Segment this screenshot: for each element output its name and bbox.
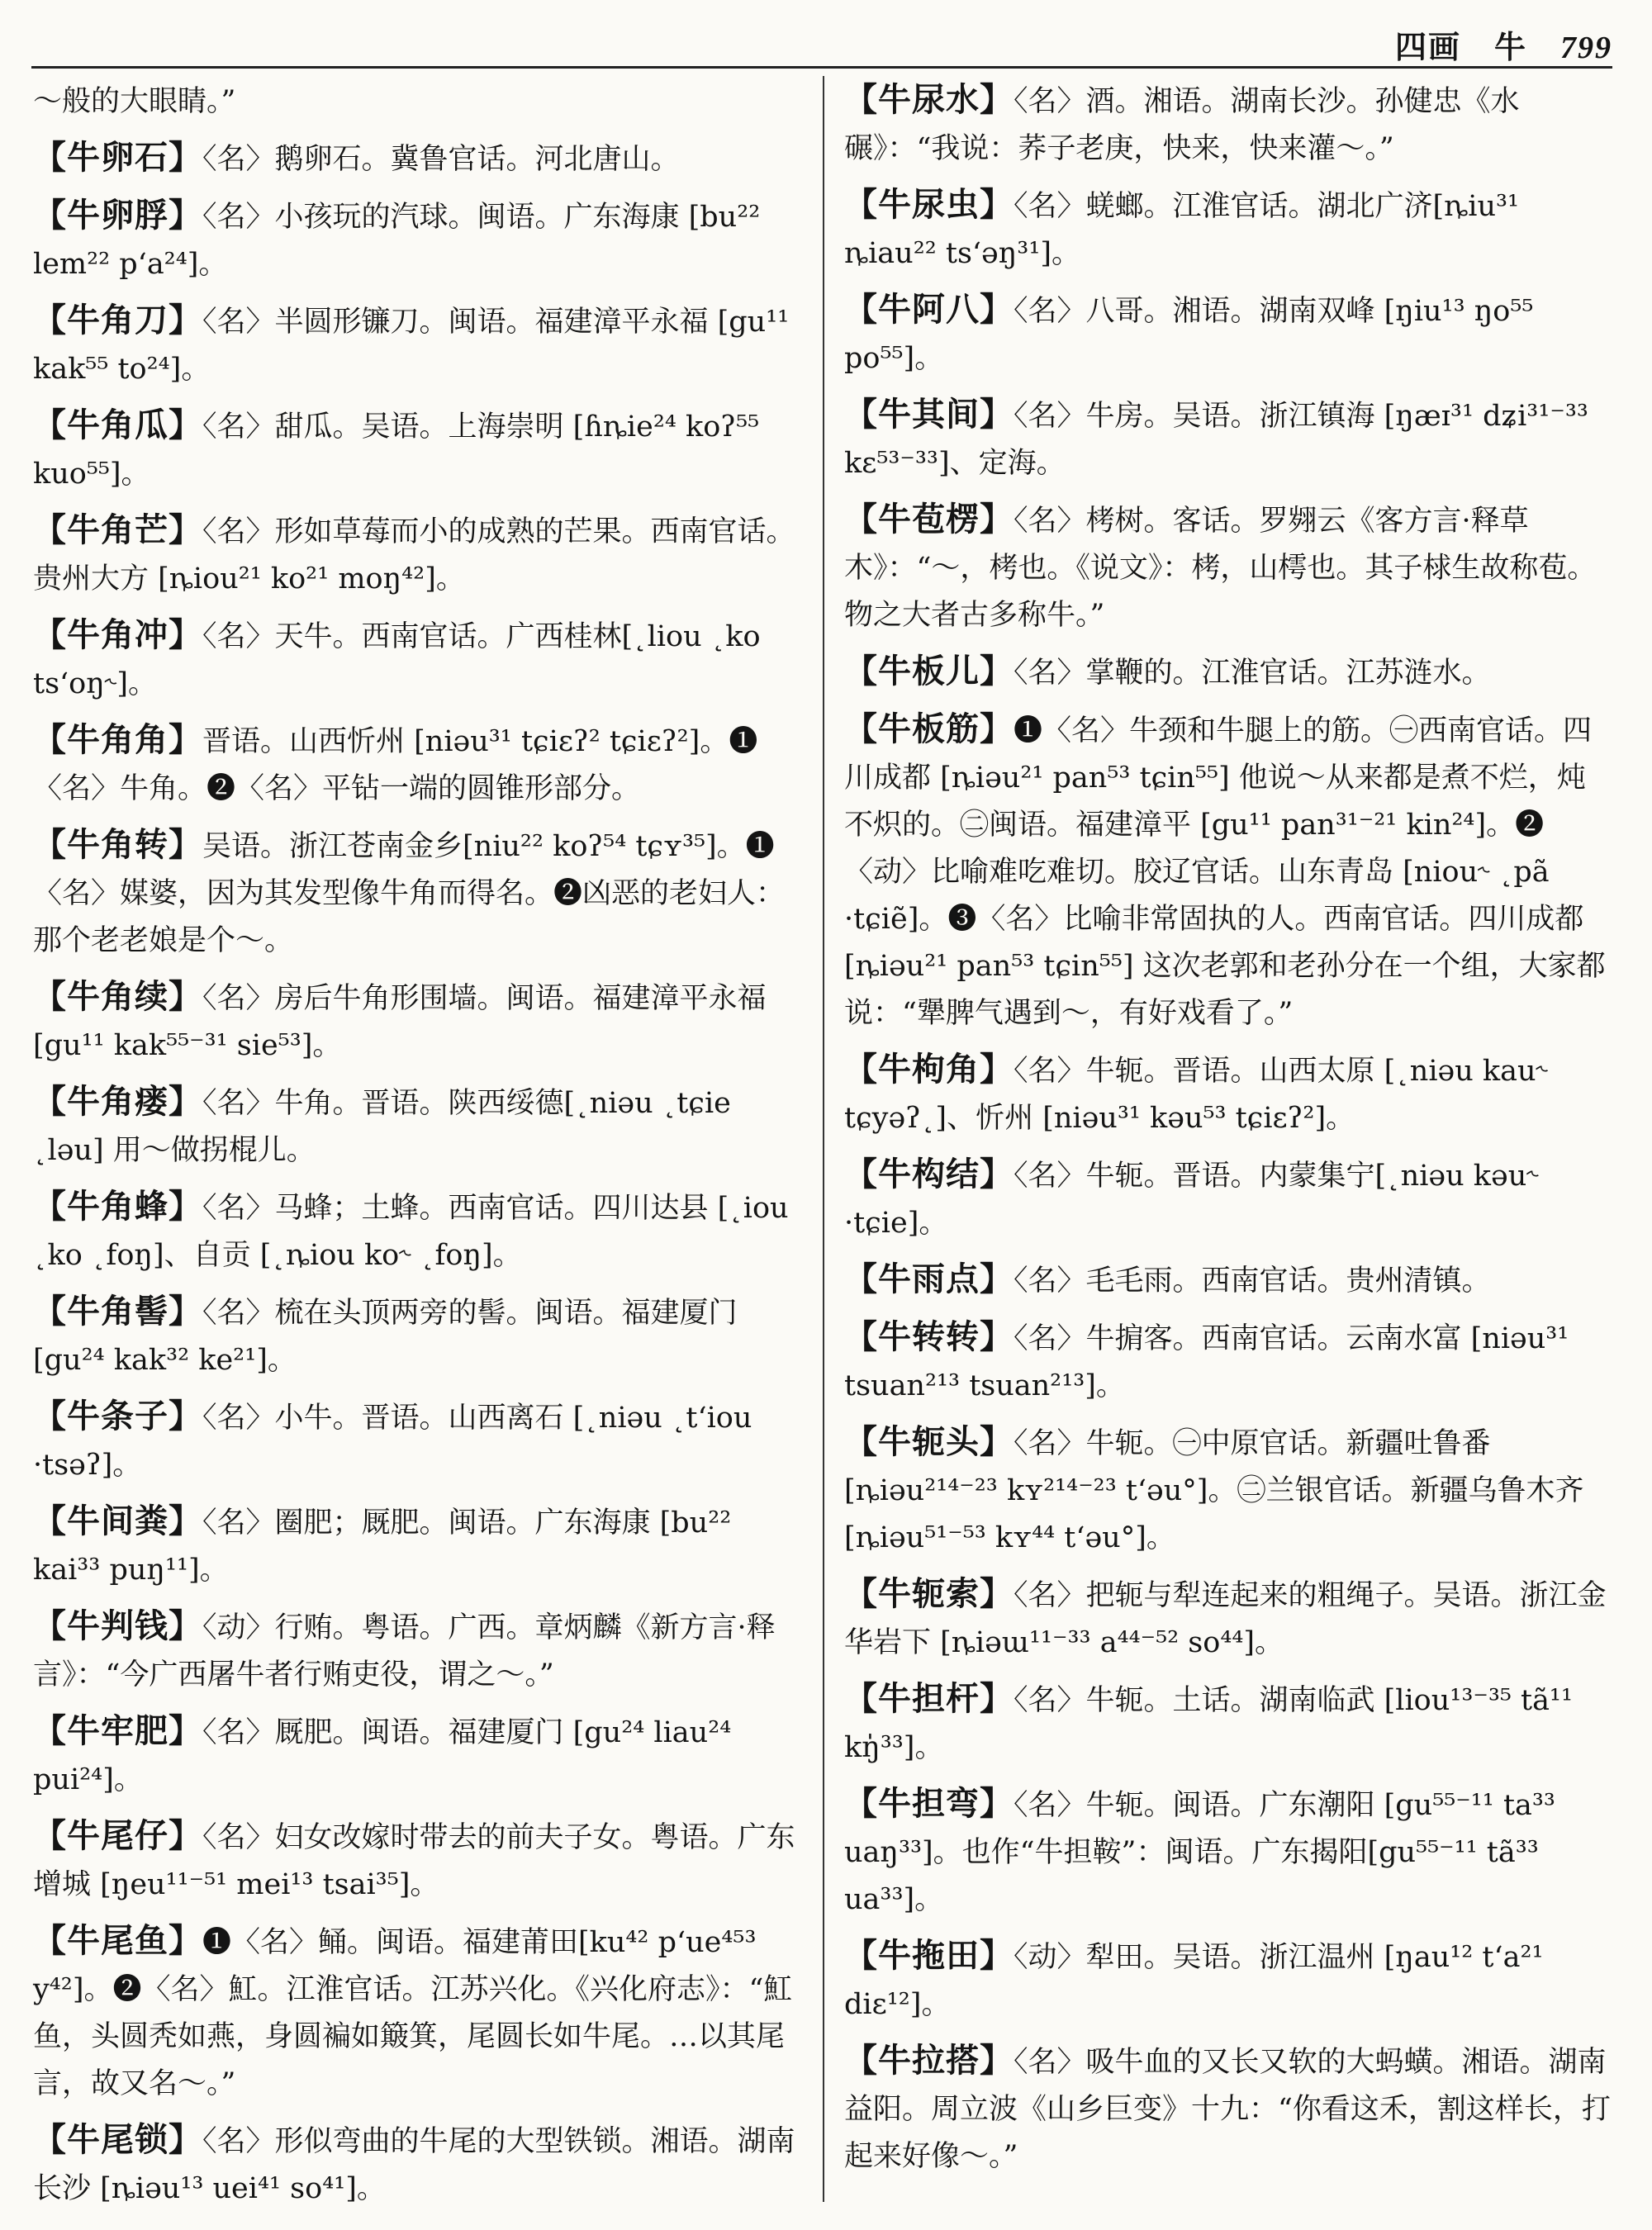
dictionary-entry <box>844 1780 1611 1924</box>
entry-definition: 〈名〉小孩玩的汽球。闽语。广东海康 [bu²² lem²² p‘a²⁴]。 <box>33 201 761 281</box>
entry-definition: 〈动〉行贿。粤语。广西。章炳麟《新方言·释言》：“今广西屠牛者行贿吏役，谓之～。” <box>33 1611 776 1691</box>
entry-headword: 【牛条子】 <box>33 1397 202 1435</box>
entry-headword: 【牛角瓜】 <box>33 406 202 444</box>
entry-headword: 【牛角瘘】 <box>33 1082 202 1121</box>
page-number: 799 <box>1560 31 1612 65</box>
dictionary-entry <box>33 1288 800 1384</box>
entry-headword: 【牛枸角】 <box>844 1050 1014 1089</box>
entry-definition: 〈名〉天牛。西南官话。广西桂林[˛liou ˛ko ts‘oŋ˞]。 <box>33 620 761 700</box>
dictionary-entry <box>33 1602 800 1699</box>
entry-headword: 【牛担杆】 <box>844 1679 1014 1718</box>
entry-definition: 〈名〉厩肥。闽语。福建厦门 [gu²⁴ liau²⁴ pui²⁴]。 <box>33 1716 732 1796</box>
section-label: 四画 牛 <box>1394 28 1527 65</box>
entry-definition: 〈名〉蜣螂。江淮官话。湖北广济[ȵiu³¹ ȵiau²² ts‘əŋ³¹]。 <box>844 190 1520 270</box>
entry-headword: 【牛牢肥】 <box>33 1711 202 1750</box>
entry-headword: 【牛角刀】 <box>33 301 202 339</box>
dictionary-entry <box>844 1675 1611 1772</box>
entry-definition: 〈名〉甜瓜。吴语。上海崇明 [ɦȵie²⁴ koʔ⁵⁵ kuo⁵⁵]。 <box>33 410 760 491</box>
entry-definition: ❶〈名〉牛颈和牛腿上的筋。㊀西南官话。四川成都 [ȵiəu²¹ pan⁵³ tɕin⁵⁵] 他说～从来都是煮不烂，炖不炽的。㊁闽语。福建漳平 [gu¹¹ pan³¹⁻²¹ kin²⁴]。❷〈动〉比喻难吃难切。胶辽官话。山东青岛 [niou˞ ˛pã ·tɕiẽ]。❸〈名〉比喻非常固执的人。西南官话。四川成都 [ȵiəu²¹ pan⁵³ tɕin⁵⁵] 这次老郭和老孙分在一个组，大家都说：“犟脾气遇到～，有好戏看了。” <box>844 714 1606 1030</box>
entry-definition: 〈名〉牛轭。土话。湖南临武 [liou¹³⁻³⁵ tã¹¹ kŋ̍³³]。 <box>844 1684 1573 1764</box>
entry-headword: 【牛角续】 <box>33 977 202 1016</box>
entry-definition: 〈名〉小牛。晋语。山西离石 [˛niəu ˛t‘iou ·tsəʔ]。 <box>33 1402 752 1482</box>
left-column <box>33 76 800 2221</box>
entry-definition: 〈名〉牛轭。㊀中原官话。新疆吐鲁番 [ȵiəu²¹⁴⁻²³ kʏ²¹⁴⁻²³ t‘əu°]。㊁兰银官话。新疆乌鲁木齐[ȵiəu⁵¹⁻⁵³ kʏ⁴⁴ t‘əu°]。 <box>844 1427 1584 1554</box>
dictionary-entry <box>33 506 800 603</box>
dictionary-entry <box>33 1078 800 1174</box>
dictionary-entry <box>33 1393 800 1489</box>
column-divider <box>823 76 824 2202</box>
dictionary-entry <box>33 401 800 498</box>
entry-headword: 【牛间粪】 <box>33 1502 202 1540</box>
running-head <box>1395 21 1612 67</box>
dictionary-entry <box>33 76 800 126</box>
dictionary-entry <box>33 1917 800 2108</box>
dictionary-entry <box>844 496 1611 639</box>
entry-definition: 〈名〉梳在头顶两旁的髻。闽语。福建厦门 [gu²⁴ kak³² ke²¹]。 <box>33 1297 738 1377</box>
entry-headword: 【牛尿虫】 <box>844 185 1014 224</box>
dictionary-entry <box>33 134 800 183</box>
entry-headword: 【牛角角】 <box>33 720 202 759</box>
right-column <box>844 76 1611 2189</box>
entry-definition: 〈名〉酒。湘语。湖南长沙。孙健忠《水碾》：“我说：荞子老庚，快来，快来灌～。” <box>844 85 1520 165</box>
entry-headword: 【牛阿八】 <box>844 290 1014 329</box>
entry-headword: 【牛卵石】 <box>33 138 202 177</box>
dictionary-entry <box>844 1255 1611 1305</box>
entry-headword: 【牛拖田】 <box>844 1936 1014 1975</box>
entry-definition: ❶〈名〉鲬。闽语。福建莆田[ku⁴² p‘ue⁴⁵³ y⁴²]。❷〈名〉魟。江淮官话。江苏兴化。《兴化府志》：“魟鱼，头圆秃如燕，身圆褊如簸箕，尾圆长如牛尾。…以其尾言，故又名～。” <box>33 1926 793 2100</box>
dictionary-entry <box>844 1151 1611 1247</box>
entry-headword: 【牛其间】 <box>844 395 1014 434</box>
dictionary-entry <box>844 705 1611 1037</box>
entry-definition: 〈名〉鹅卵石。冀鲁官话。河北唐山。 <box>202 143 680 176</box>
dictionary-entry <box>844 181 1611 278</box>
entry-definition: 晋语。山西忻州 [niəu³¹ tɕiɛʔ² tɕiɛʔ²]。❶〈名〉牛角。❷〈名〉平钻一端的圆锥形部分。 <box>33 725 758 805</box>
entry-definition: 〈动〉犁田。吴语。浙江温州 [ŋau¹² t‘a²¹ diɛ¹²]。 <box>844 1941 1544 2021</box>
entry-headword: 【牛雨点】 <box>844 1260 1014 1298</box>
dictionary-entry <box>844 1046 1611 1142</box>
dictionary-entry <box>33 716 800 813</box>
entry-definition: 〈名〉毛毛雨。西南官话。贵州清镇。 <box>1014 1264 1491 1298</box>
dictionary-entry <box>844 1570 1611 1667</box>
dictionary-entry <box>33 192 800 288</box>
entry-headword: 【牛尾鱼】 <box>33 1921 202 1960</box>
dictionary-entry <box>844 391 1611 487</box>
dictionary-entry <box>33 821 800 965</box>
entry-headword: 【牛轭索】 <box>844 1574 1014 1613</box>
entry-headword: 【牛角冲】 <box>33 615 202 654</box>
entry-definition: 〈名〉圈肥；厩肥。闽语。广东海康 [bu²² kai³³ puŋ¹¹]。 <box>33 1506 732 1587</box>
entry-definition: 〈名〉栲树。客话。罗翙云《客方言·释草木》：“～，栲也。《说文》：栲，山樗也。其子梂生故称苞。物之大者古多称牛。” <box>844 505 1597 632</box>
dictionary-entry <box>844 1313 1611 1410</box>
entry-definition: 〈名〉马蜂；土蜂。西南官话。四川达县 [˛iou ˛ko ˛foŋ]、自贡 [˛ȵiou ko˞ ˛foŋ]。 <box>33 1192 789 1272</box>
entry-definition: 〈名〉牛轭。晋语。山西太原 [˛niəu kau˞ tɕyəʔ˛]、忻州 [niəu³¹ kəu⁵³ tɕiɛʔ²]。 <box>844 1055 1549 1135</box>
entry-definition: 〈名〉牛角。晋语。陕西绥德[˛niəu ˛tɕie ˛ləu] 用～做拐棍儿。 <box>33 1087 731 1167</box>
entry-headword: 【牛角髻】 <box>33 1292 202 1331</box>
entry-definition: 〈名〉牛轭。闽语。广东潮阳 [gu⁵⁵⁻¹¹ ta³³ uaŋ³³]。也作“牛担鞍”：闽语。广东揭阳[gu⁵⁵⁻¹¹ tã³³ ua³³]。 <box>844 1789 1555 1916</box>
dictionary-entry <box>844 1418 1611 1562</box>
entry-headword: 【牛板儿】 <box>844 652 1014 690</box>
entry-definition: 〈名〉妇女改嫁时带去的前夫子女。粤语。广东增城 [ŋeu¹¹⁻⁵¹ mei¹³ tsai³⁵]。 <box>33 1821 795 1901</box>
entry-definition: 〈名〉把轭与犁连起来的粗绳子。吴语。浙江金华岩下 [ȵiəɯ¹¹⁻³³ a⁴⁴⁻⁵² so⁴⁴]。 <box>844 1579 1607 1659</box>
dictionary-entry <box>33 297 800 393</box>
entry-headword: 【牛拉搭】 <box>844 2041 1014 2080</box>
dictionary-entry <box>33 2116 800 2213</box>
entry-headword: 【牛担弯】 <box>844 1784 1014 1823</box>
entry-headword: 【牛尾仔】 <box>33 1816 202 1855</box>
dictionary-entry <box>844 648 1611 697</box>
entry-headword: 【牛轭头】 <box>844 1422 1014 1461</box>
entry-headword: 【牛角蜂】 <box>33 1187 202 1226</box>
entry-headword: 【牛卵脬】 <box>33 196 202 235</box>
dictionary-entry <box>33 1497 800 1594</box>
entry-definition: 〈名〉半圆形镰刀。闽语。福建漳平永福 [gu¹¹ kak⁵⁵ to²⁴]。 <box>33 306 790 386</box>
dictionary-entry <box>33 1707 800 1804</box>
entry-definition: 〈名〉八哥。湘语。湖南双峰 [ŋiu¹³ ŋo⁵⁵ po⁵⁵]。 <box>844 295 1534 375</box>
entry-definition: 〈名〉牛轭。晋语。内蒙集宁[˛niəu kəu˞ ·tɕie]。 <box>844 1160 1539 1240</box>
entry-definition: 〈名〉形似弯曲的牛尾的大型铁锁。湘语。湖南长沙 [ȵiəu¹³ uei⁴¹ so⁴¹]。 <box>33 2125 795 2205</box>
entry-definition: 〈名〉掌鞭的。江淮官话。江苏涟水。 <box>1014 657 1491 690</box>
entry-definition: 〈名〉房后牛角形围墙。闽语。福建漳平永福 [gu¹¹ kak⁵⁵⁻³¹ sie⁵³]。 <box>33 982 767 1062</box>
entry-definition: 〈名〉形如草莓而小的成熟的芒果。西南官话。贵州大方 [ȵiou²¹ ko²¹ moŋ⁴²]。 <box>33 515 795 595</box>
dictionary-entry <box>33 611 800 708</box>
entry-headword: 【牛构结】 <box>844 1155 1014 1193</box>
dictionary-entry <box>844 76 1611 173</box>
dictionary-entry <box>844 1932 1611 2028</box>
dictionary-entry <box>33 1183 800 1279</box>
entry-headword: 【牛尿水】 <box>844 80 1014 119</box>
dictionary-entry <box>844 2037 1611 2180</box>
dictionary-entry <box>33 1812 800 1909</box>
entry-definition: 〈名〉牛房。吴语。浙江镇海 [ŋæɪ³¹ dʑi³¹⁻³³ kɛ⁵³⁻³³]、定海。 <box>844 400 1588 480</box>
entry-definition: ～般的大眼睛。” <box>33 85 236 118</box>
dictionary-entry <box>33 973 800 1070</box>
entry-headword: 【牛角芒】 <box>33 510 202 549</box>
entry-headword: 【牛尾锁】 <box>33 2120 202 2159</box>
entry-headword: 【牛板筋】 <box>844 709 1014 748</box>
entry-definition: 〈名〉吸牛血的又长又软的大蚂蟥。湘语。湖南益阳。周立波《山乡巨变》十九：“你看这禾，割这样长，打起来好像～。” <box>844 2046 1611 2173</box>
entry-headword: 【牛角转】 <box>33 825 202 864</box>
header-rule <box>31 66 1612 69</box>
entry-headword: 【牛苞楞】 <box>844 500 1014 539</box>
dictionary-entry <box>844 286 1611 382</box>
entry-definition: 吴语。浙江苍南金乡[niu²² koʔ⁵⁴ tɕʏ³⁵]。❶〈名〉媒婆，因为其发型像牛角而得名。❷凶恶的老妇人：那个老老娘是个～。 <box>33 830 786 957</box>
entry-headword: 【牛判钱】 <box>33 1606 202 1645</box>
entry-definition: 〈名〉牛掮客。西南官话。云南水富 [niəu³¹ tsuan²¹³ tsuan²¹³]。 <box>844 1322 1569 1402</box>
entry-headword: 【牛转转】 <box>844 1317 1014 1356</box>
